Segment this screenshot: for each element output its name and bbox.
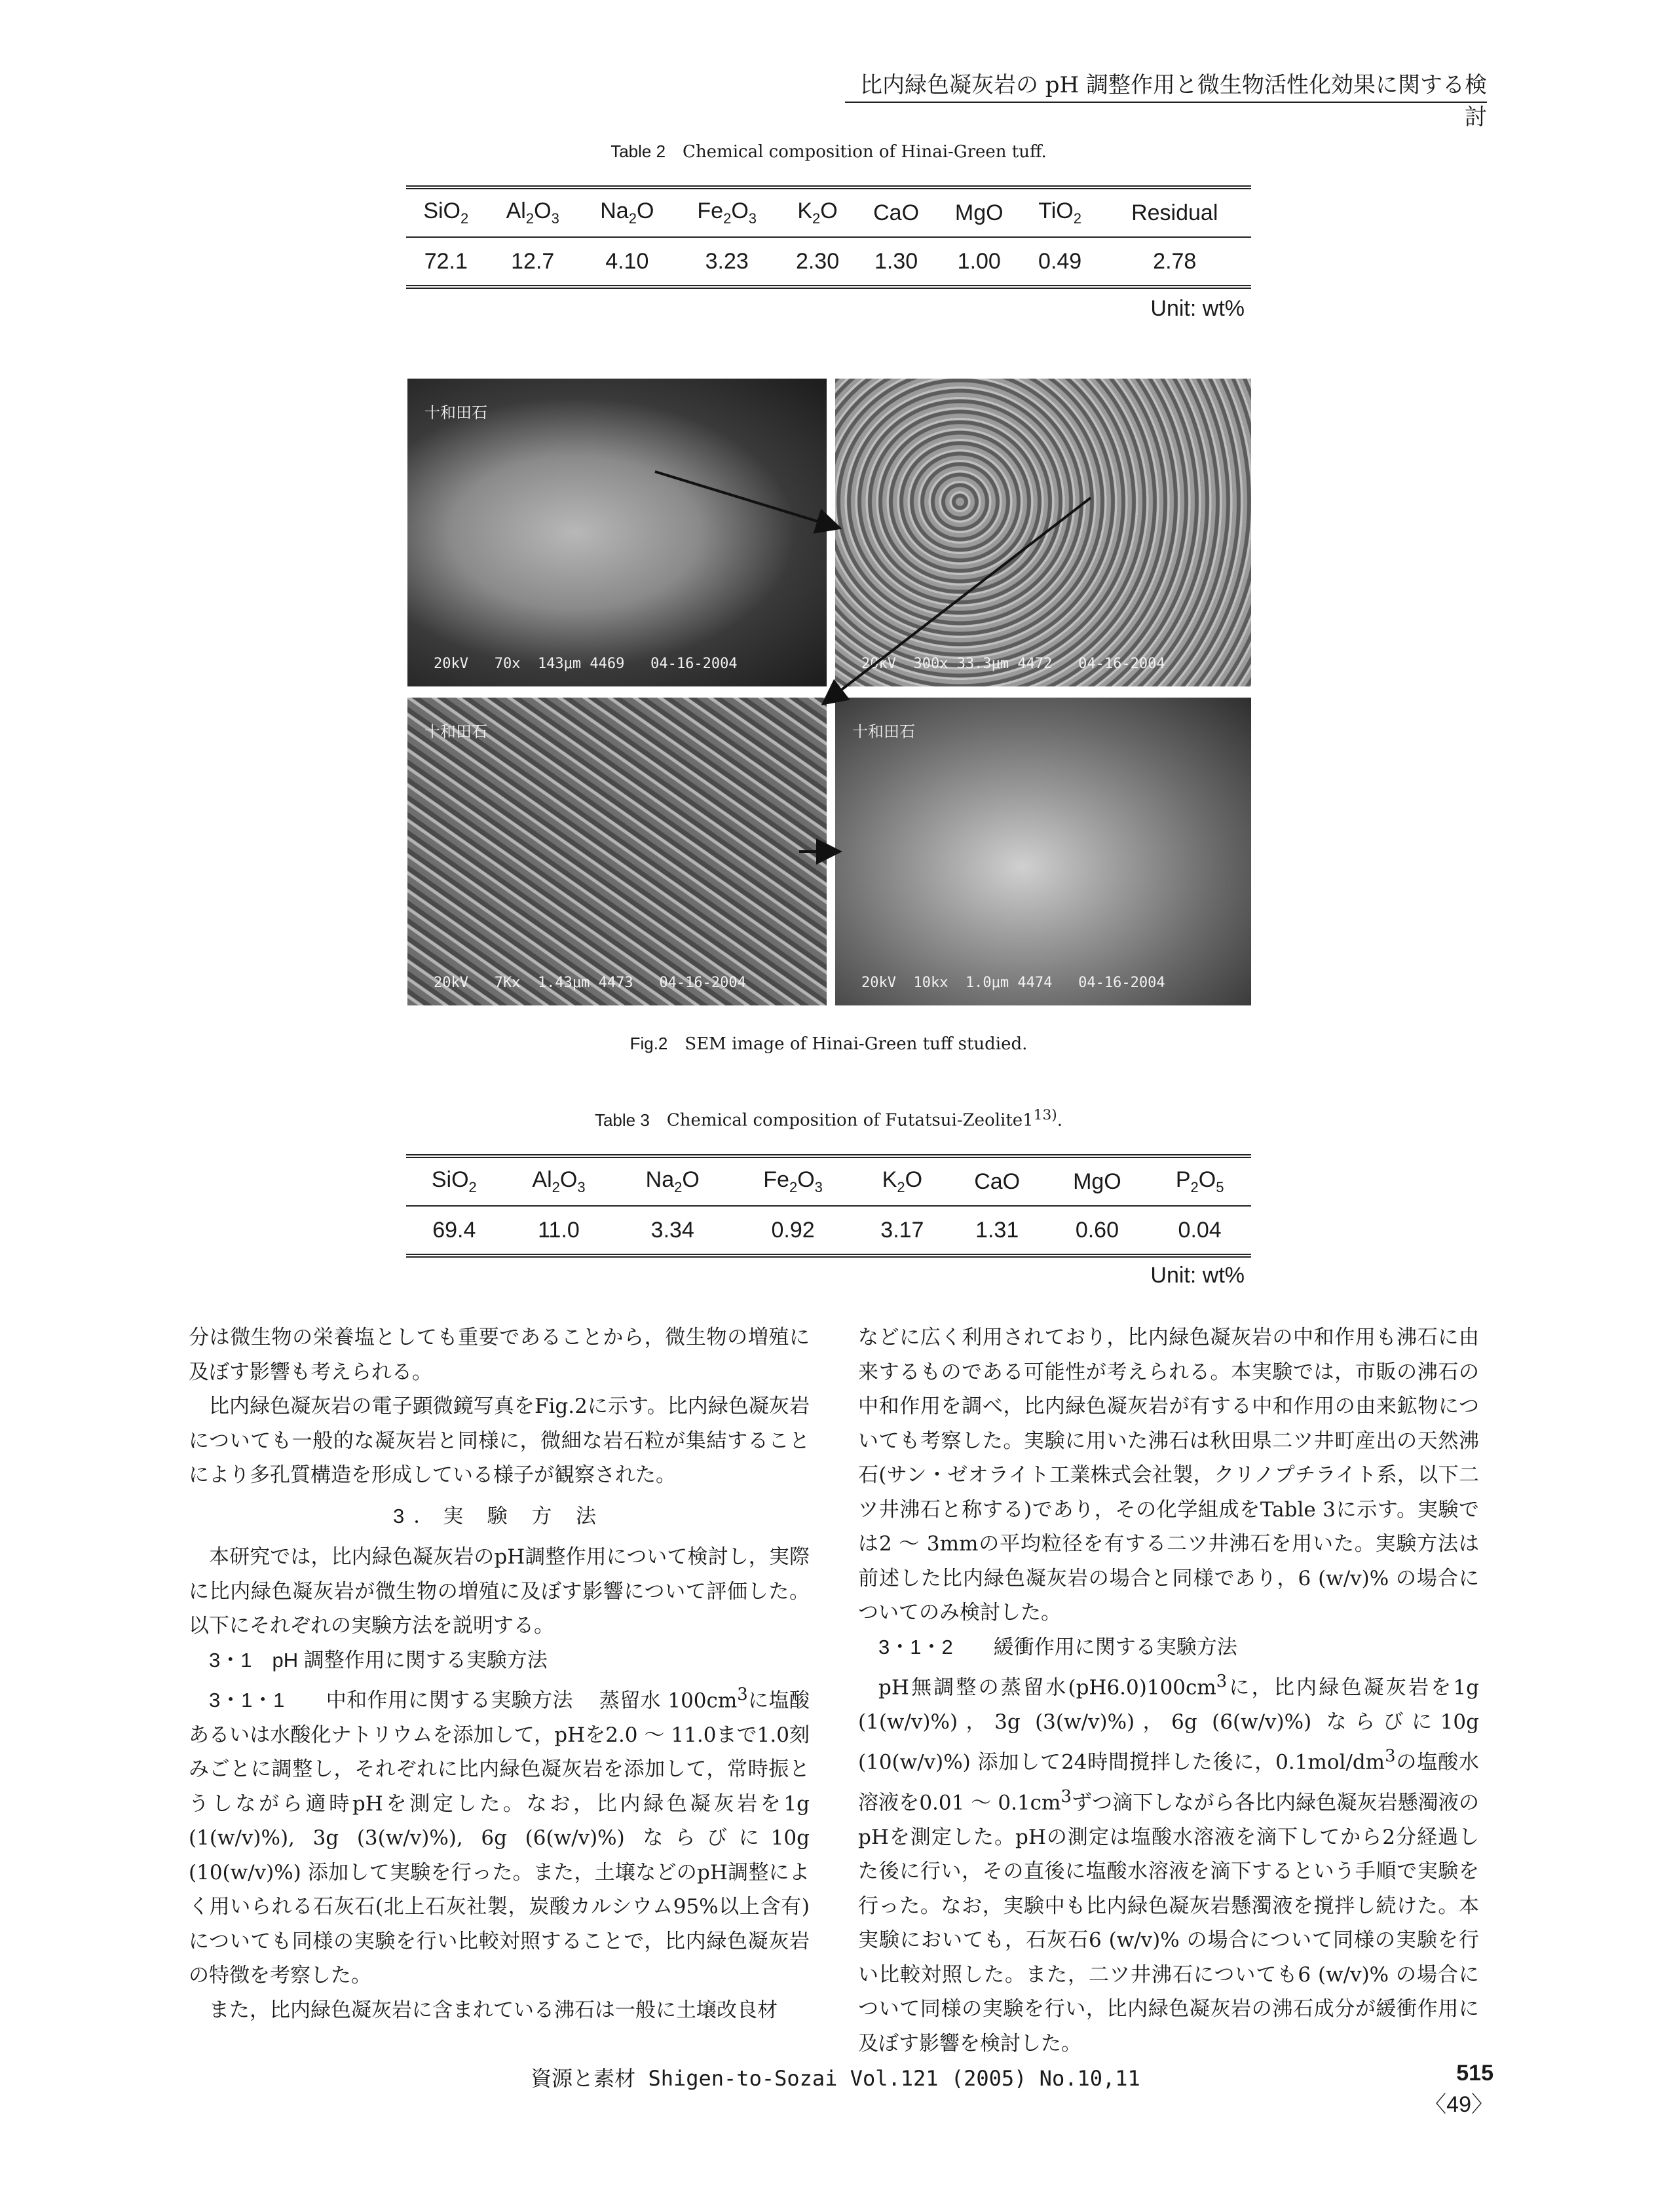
figure2-caption xyxy=(406,1034,1251,1054)
sem-label: 十和田石 xyxy=(424,722,487,741)
text-run: ずつ滴下しながら各比内緑色凝灰岩懸濁液のpHを測定した。pHの測定は塩酸水溶液を滴下してから2分経過した後に行い，その直後に塩酸水溶液を滴下するという手順で実験を行った。なお，実験中も比内緑色凝灰岩懸濁液を撹拌し続けた。本実験においても，石灰石6 (w/v)% の場合について同様の実験を行い比較対照した。また，二ツ井沸石についても6 (w/v)% の場合について同様の実験を行い，比内緑色凝灰岩の沸石成分が緩衝作用に及ぼす影響を検討した。 xyxy=(858,1791,1480,2055)
text-run: pH無調整の蒸留水(pH6.0)100cm xyxy=(878,1676,1216,1700)
table-header-cell: TiO$_2$ xyxy=(1022,187,1098,237)
table2-label: Table 2 xyxy=(610,141,666,161)
table-header-cell: Residual xyxy=(1098,187,1252,237)
table-header-cell: $K_2O$ xyxy=(856,1156,948,1206)
text-run: に，比内緑色凝灰岩を1g (1(w/v)%)，3g (3(w/v)%)，6g (6(w/v)%) ならびに10g (10(w/v)%) 添加して24時間撹拌した後に，0.1mol/dm xyxy=(858,1676,1479,1774)
superscript: 3 xyxy=(1061,1787,1072,1807)
paragraph: などに広く利用されており，比内緑色凝灰岩の中和作用も沸石に由来するものである可能性が考えられる。本実験では，市販の沸石の中和作用を調べ，比内緑色凝灰岩が有する中和作用の由来鉱物についても考察した。実験に用いた沸石は秋田県二ツ井町産出の天然沸石(サン・ゼオライト工業株式会社製，クリノプチライト系，以下二ツ井沸石と称する)であり，その化学組成をTable 3に示す。実験では2 〜 3mmの平均粒径を有する二ツ井沸石を用いた。実験方法は前述した比内緑色凝灰岩の場合と同様であり，6 (w/v)% の場合についてのみ検討した。 xyxy=(858,1326,1479,1624)
table-header-cell: CaO xyxy=(855,187,936,237)
paragraph xyxy=(189,1678,810,1993)
figure-arrows xyxy=(0,0,1671,1048)
table3 xyxy=(406,1154,1251,1258)
table-header-cell: CaO xyxy=(948,1156,1046,1206)
section-heading: 3．実 験 方 法 xyxy=(392,1504,606,1528)
table-header-cell: $Na_2O$ xyxy=(580,187,675,237)
left-column xyxy=(189,1321,810,2027)
table2-unit: Unit: wt% xyxy=(1150,296,1245,321)
running-header: 比内緑色凝灰岩の pH 調整作用と微生物活性化効果に関する検討 xyxy=(859,72,1487,130)
table-cell: 11.0 xyxy=(538,1217,580,1243)
paragraph xyxy=(858,1664,1479,2061)
table-cell: 69.4 xyxy=(432,1217,476,1243)
table-cell: 12.7 xyxy=(511,248,555,274)
table-cell: 0.92 xyxy=(771,1217,815,1243)
table2-caption-text: Chemical composition of Hinai-Green tuff. xyxy=(683,142,1047,162)
superscript: 3 xyxy=(737,1685,748,1704)
paragraph: 比内緑色凝灰岩の電子顕微鏡写真をFig.2に示す。比内緑色凝灰岩についても一般的な凝灰岩と同様に，微細な岩石粒が集結することにより多孔質構造を形成している様子が観察された。 xyxy=(189,1395,810,1487)
table-cell: 0.04 xyxy=(1178,1217,1222,1243)
table-cell: 4.10 xyxy=(605,248,649,274)
table-header-cell: SiO$_2$ xyxy=(406,187,486,237)
table-header-cell: MgO xyxy=(1046,1156,1149,1206)
table-header-cell: $Fe_2O_3$ xyxy=(675,187,779,237)
table3-caption-ref: 13) xyxy=(1033,1107,1057,1123)
paragraph: また，比内緑色凝灰岩に含まれている沸石は一般に土壌改良材 xyxy=(209,1998,778,2022)
table-cell: 1.31 xyxy=(975,1217,1019,1243)
right-column xyxy=(858,1321,1479,2061)
table-cell: 0.60 xyxy=(1075,1217,1119,1243)
table-cell: 0.49 xyxy=(1038,248,1082,274)
table-cell: 3.34 xyxy=(650,1217,694,1243)
table3-value-row xyxy=(406,1206,1251,1256)
text-run: の塩酸水溶液を0.01 〜 0.1cm xyxy=(858,1750,1480,1815)
subsubsection-heading: 3・1・2 緩衝作用に関する実験方法 xyxy=(878,1635,1237,1659)
table3-caption-text: Chemical composition of Futatsui-Zeolite1 xyxy=(666,1110,1034,1131)
table-header-cell: MgO xyxy=(937,187,1022,237)
page-number-value: 515 xyxy=(1456,2061,1493,2086)
figure2-caption-text: SEM image of Hinai-Green tuff studied. xyxy=(685,1034,1028,1054)
superscript: 3 xyxy=(1385,1746,1396,1767)
sem-scalebar: 20kV 7Kx 1.43μm 4473 04-16-2004 xyxy=(434,975,746,991)
page-number-paren: 〈49〉 xyxy=(1424,2092,1493,2117)
figure2-label: Fig.2 xyxy=(629,1034,668,1053)
table-header-cell: $P_2O_5$ xyxy=(1148,1156,1251,1206)
table3-caption-end: . xyxy=(1057,1110,1063,1131)
table-cell: 3.23 xyxy=(705,248,749,274)
table-header-cell: $Fe_2O_3$ xyxy=(730,1156,856,1206)
table-header-cell: $Al_2O_3$ xyxy=(486,187,580,237)
table-cell: 1.00 xyxy=(957,248,1001,274)
table3-caption xyxy=(406,1107,1251,1131)
table-header-cell: SiO$_2$ xyxy=(406,1156,502,1206)
arrow-2 xyxy=(825,498,1091,702)
table-header-cell: $Na_2O$ xyxy=(615,1156,730,1206)
sem-scalebar: 20kV 70x 143μm 4469 04-16-2004 xyxy=(434,656,738,672)
table3-unit: Unit: wt% xyxy=(1150,1263,1245,1288)
table3-label: Table 3 xyxy=(594,1110,650,1130)
sem-scalebar: 20kV 10kx 1.0μm 4474 04-16-2004 xyxy=(861,975,1165,991)
table3-header-row xyxy=(406,1156,1251,1206)
text-run: 蒸留水 100cm xyxy=(599,1689,738,1713)
sem-scalebar: 20kV 300x 33.3μm 4472 04-16-2004 xyxy=(861,656,1165,672)
table-header-cell: $K_2O$ xyxy=(779,187,856,237)
sem-label: 十和田石 xyxy=(424,403,487,422)
paragraph: 分は微生物の栄養塩としても重要であることから，微生物の増殖に及ぼす影響も考えられる。 xyxy=(189,1326,810,1384)
table-header-cell: $Al_2O_3$ xyxy=(502,1156,616,1206)
subsubsection-heading: 3・1・1 中和作用に関する実験方法 xyxy=(209,1689,573,1712)
table-cell: 72.1 xyxy=(424,248,468,274)
table-cell: 2.78 xyxy=(1153,248,1197,274)
page-number xyxy=(1402,2061,1493,2118)
text-run: に塩酸あるいは水酸化ナトリウムを添加して，pHを2.0 〜 11.0まで1.0刻みごとに調整し，それぞれに比内緑色凝灰岩を添加して，常時振とうしながら適時pHを測定した。なお，比内緑色凝灰岩を1g (1(w/v)%), 3g (3(w/v)%), 6g (6(w/v)%) ならびに10g (10(w/v)%) 添加して実験を行った。また，土壌などのpH調整によく用いられる石灰石(北上石灰社製，炭酸カルシウム95%以上含有)についても同様の実験を行い比較対照することで，比内緑色凝灰岩の特徴を考察した。 xyxy=(189,1689,810,1988)
table-cell: 2.30 xyxy=(795,248,840,274)
table-cell: 1.30 xyxy=(874,248,918,274)
journal-footer: 資源と素材 Shigen-to-Sozai Vol.121 (2005) No.10,11 xyxy=(531,2066,1140,2091)
sem-label: 十和田石 xyxy=(852,722,915,741)
paragraph: 本研究では，比内緑色凝灰岩のpH調整作用について検討し，実際に比内緑色凝灰岩が微生物の増殖に及ぼす影響について評価した。以下にそれぞれの実験方法を説明する。 xyxy=(189,1545,810,1638)
subsection-heading: 3・1 pH 調整作用に関する実験方法 xyxy=(209,1648,548,1672)
superscript: 3 xyxy=(1216,1672,1228,1691)
table-cell: 3.17 xyxy=(880,1217,924,1243)
arrow-1 xyxy=(655,472,837,527)
